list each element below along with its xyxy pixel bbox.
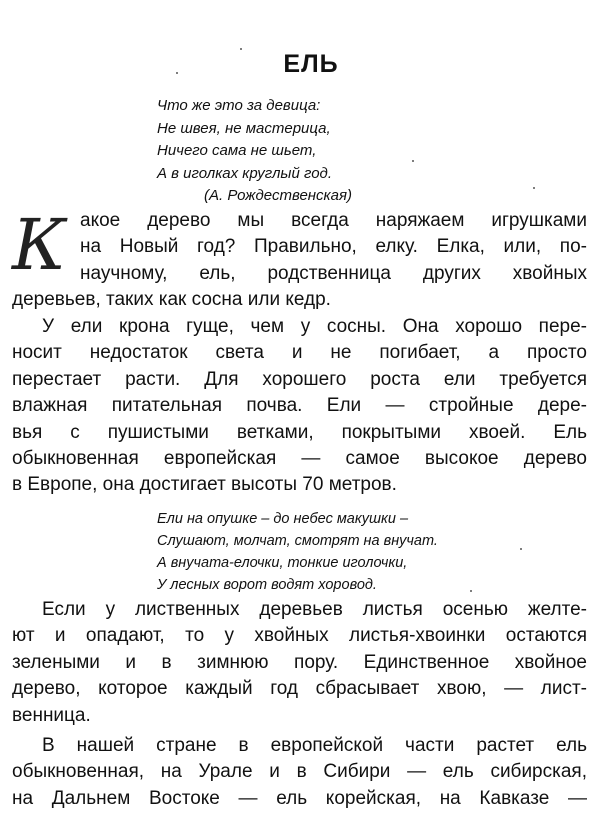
epigraph-line: Ничего сама не шьет,: [157, 142, 317, 159]
epigraph: [157, 95, 352, 208]
paragraph-line: обыкновенная европейская — самое высокое дерево: [12, 448, 587, 470]
scan-speck: [520, 548, 522, 550]
paragraph-line: венница.: [12, 704, 91, 726]
paragraph-2: [12, 314, 587, 499]
scan-speck: [470, 590, 472, 592]
paragraph-line: носит недостаток света и не погибает, а просто: [12, 342, 587, 364]
paragraph-line: Если у лиственных деревьев листья осенью желте-: [42, 599, 587, 620]
paragraph-line: дерево, которое каждый год сбрасывает хвою, — лист-: [12, 678, 587, 700]
paragraph-1: [12, 204, 587, 314]
epigraph-author: (А. Рождественская): [204, 187, 352, 204]
epigraph-line: Не швея, не мастерица,: [157, 119, 331, 137]
paragraph-line: У ели крона гуще, чем у сосны. Она хорошо пере-: [42, 316, 587, 337]
scan-speck: [412, 160, 414, 162]
scan-speck: [533, 187, 535, 189]
scan-speck: [240, 48, 242, 50]
paragraph-line: зелеными и в зимнюю пору. Единственное хвойное: [12, 651, 587, 673]
paragraph-4: [12, 733, 587, 812]
page-title: [0, 50, 600, 79]
paragraph-line: научному, ель, родственница других хвойных: [80, 262, 587, 284]
epigraph-line: Что же это за девица:: [157, 97, 321, 114]
epigraph-line: А в иголках круглый год.: [157, 164, 332, 182]
poem-line: У лесных ворот водят хоровод.: [157, 577, 377, 593]
page-title-text: ЕЛЬ: [283, 50, 339, 78]
drop-cap-letter: К: [12, 204, 67, 286]
poem: [157, 508, 438, 596]
poem-line: Ели на опушке – до небес макушки –: [157, 511, 409, 527]
paragraph-line: на Новый год? Правильно, елку. Елка, или, по-: [80, 236, 587, 258]
paragraph-line: на Дальнем Востоке — ель корейская, на Кавказе —: [12, 787, 587, 809]
paragraph-line: обыкновенная, на Урале и в Сибири — ель сибирская,: [12, 761, 587, 783]
poem-line: А внучата-елочки, тонкие иголочки,: [157, 555, 408, 571]
paragraph-line: перестает расти. Для хорошего роста ели требуется: [12, 368, 587, 390]
paragraph-3: [12, 597, 587, 729]
paragraph-line: вья с пушистыми ветками, покрытыми хвоей. Ель: [12, 421, 587, 443]
paragraph-line: деревьев, таких как сосна или кедр.: [12, 289, 331, 311]
scan-speck: [176, 72, 178, 74]
paragraph-line: ют и опадают, то у хвойных листья-хвоинки остаются: [12, 625, 587, 647]
paragraph-line: влажная питательная почва. Ели — стройные дере-: [12, 395, 587, 417]
paragraph-line: В нашей стране в европейской части растет ель: [42, 735, 587, 756]
paragraph-line: в Европе, она достигает высоты 70 метров.: [12, 474, 397, 496]
paragraph-line: акое дерево мы всегда наряжаем игрушками: [80, 210, 587, 231]
poem-line: Слушают, молчат, смотрят на внучат.: [157, 533, 438, 549]
